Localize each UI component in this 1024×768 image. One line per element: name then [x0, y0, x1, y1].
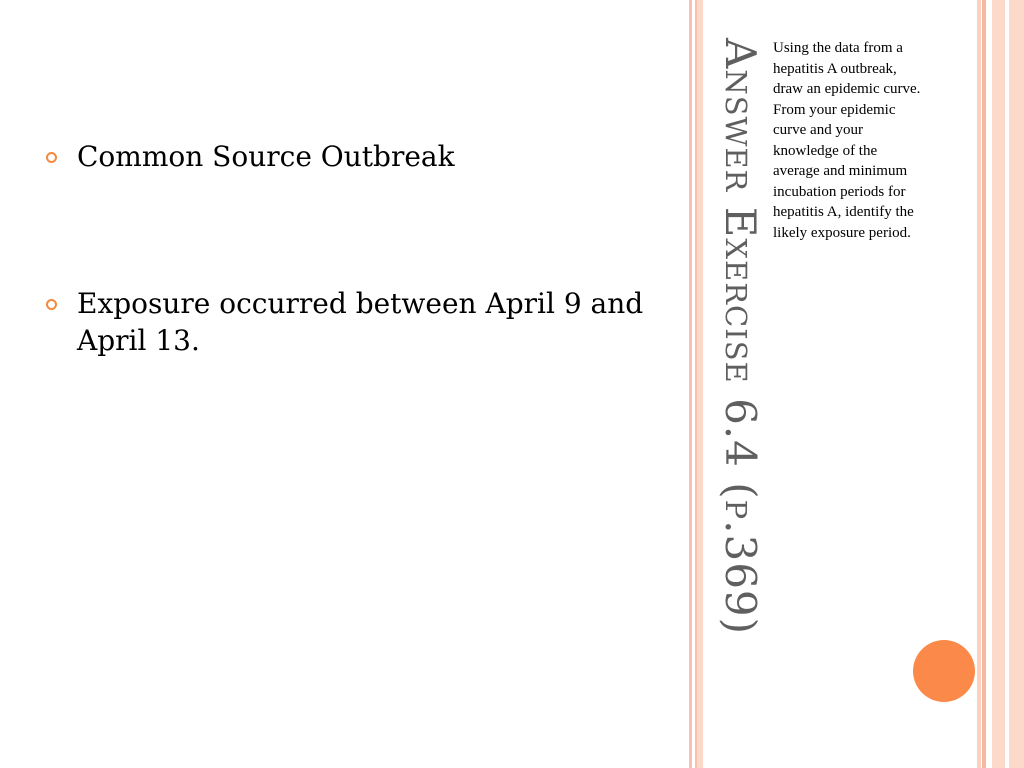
hollow-circle-bullet-icon [46, 152, 57, 163]
decorative-stripe [689, 0, 692, 768]
side-note: Using the data from a hepatitis A outbreak, draw an epidemic curve. From your epidemic curve and your knowledge of the average and minimum incubation periods for hepatitis A, identify the likely exposure period. [773, 40, 921, 241]
slide-title: Answer Exercise 6.4 (p.369) [716, 38, 765, 636]
bullet-item [46, 138, 646, 175]
decorative-stripe [1009, 0, 1024, 768]
bullet-list [46, 138, 646, 359]
decorative-stripe [697, 0, 703, 768]
bullet-text: Common Source Outbreak [77, 140, 455, 173]
decorative-stripe [977, 0, 981, 768]
bullet-item [46, 285, 646, 359]
orange-circle-decoration [913, 640, 975, 702]
hollow-circle-bullet-icon [46, 299, 57, 310]
decorative-stripe [992, 0, 1005, 768]
bullet-text: Exposure occurred between April 9 and April 13. [77, 287, 644, 357]
